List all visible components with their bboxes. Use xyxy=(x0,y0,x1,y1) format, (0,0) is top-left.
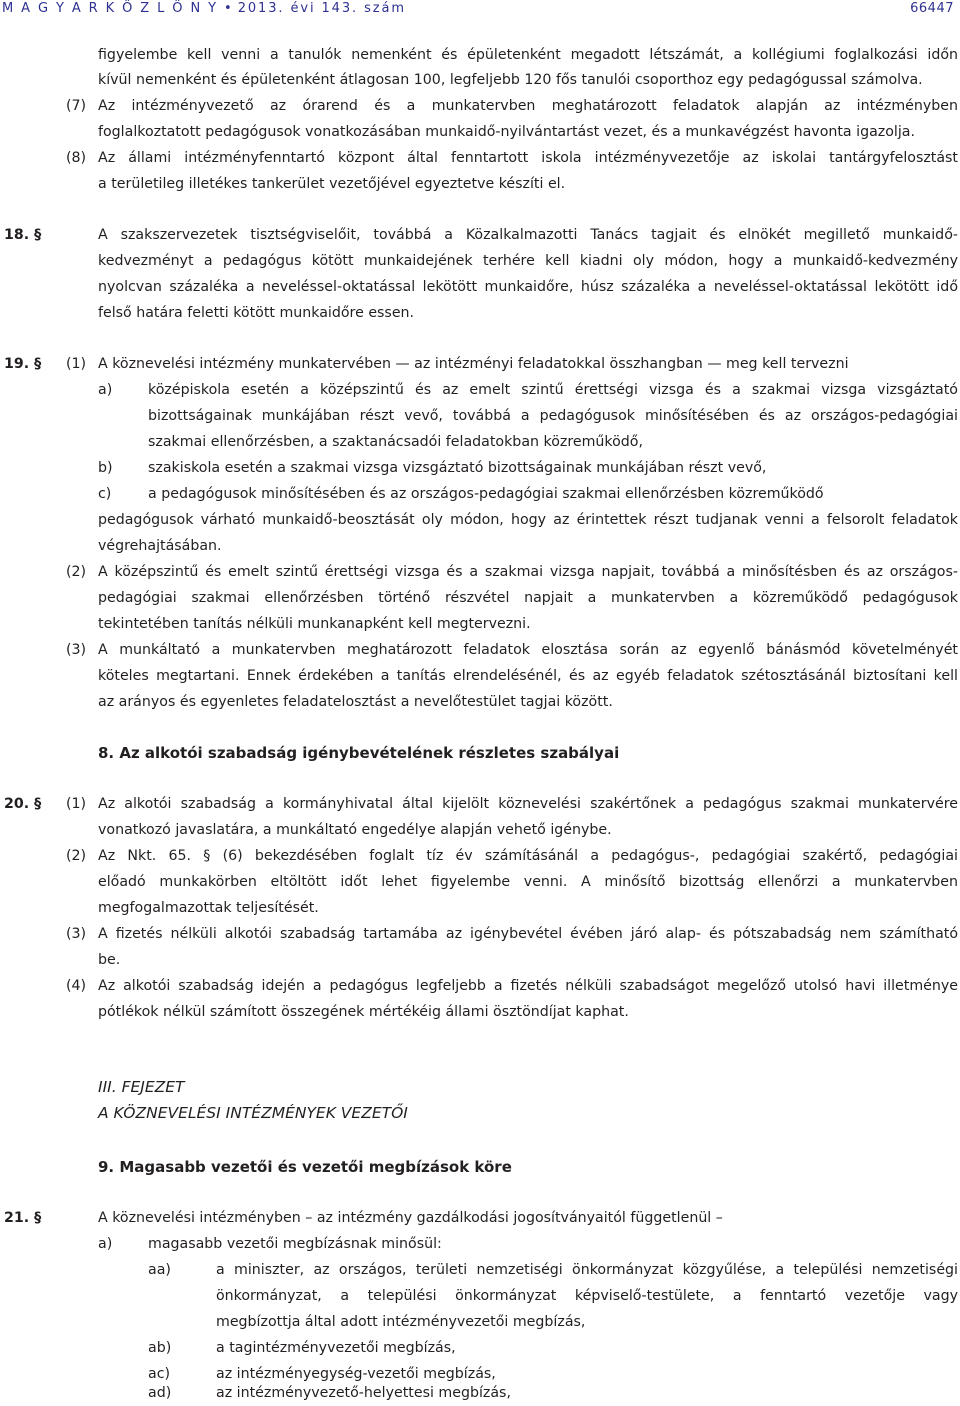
section-20-p2-number: (2) xyxy=(66,848,87,864)
section-21-intro: A köznevelési intézményben – az intézmény gazdálkodási jogosítványaitól függetlenül – xyxy=(98,1210,723,1226)
section-20-p1-line-1: Az alkotói szabadság a kormányhivatal által kijelölt köznevelési szakértőnek a pedagógus szakmai munkatervére xyxy=(98,796,958,812)
section-19-p1-number: (1) xyxy=(66,356,87,372)
section-20-p4-number: (4) xyxy=(66,978,87,994)
heading-section-8: 8. Az alkotói szabadság igénybevételének részletes szabályai xyxy=(98,744,620,762)
intro-line-2: kívül nemenként és épületenként átlagosan 100, legfeljebb 120 fős tanulói csoporthoz egy pedagógussal számolva. xyxy=(98,72,923,88)
section-21-item-ad-text: az intézményvezető-helyettesi megbízás, xyxy=(216,1385,511,1401)
section-19-p3-line-2: köteles megtartani. Ennek érdekében a tanítás elrendelésénél, és az egyéb feladatok szétosztásánál biztosítani kell xyxy=(98,668,958,684)
section-20-p3-line-1: A fizetés nélküli alkotói szabadság tartamába az igénybevétel évében járó alap- és pótszabadság nem számítható xyxy=(98,926,958,942)
section-19-item-a-label: a) xyxy=(98,382,113,398)
section-20-p1-line-2: vonatkozó javaslatára, a munkáltató engedélye alapján vehető igénybe. xyxy=(98,822,612,838)
section-21-item-a-text: magasabb vezetői megbízásnak minősül: xyxy=(148,1236,442,1252)
section-19-p1-intro: A köznevelési intézmény munkatervében — az intézményi feladatokkal összhangban — meg kell tervezni xyxy=(98,356,849,372)
section-19-item-b-line-1: szakiskola esetén a szakmai vizsga vizsgáztató bizottságainak munkájában részt vevő, xyxy=(148,460,767,476)
section-19-p3-line-3: az arányos és egyenletes feladatelosztást a nevelőtestület tagjai között. xyxy=(98,694,613,710)
section-18-number: 18. § xyxy=(4,227,42,243)
section-20-p2-line-2: előadó munkakörben eltöltött időt lehet figyelembe venni. A minősítő bizottság ellenőrzi a munkatervben xyxy=(98,874,958,890)
section-20-number: 20. § xyxy=(4,796,42,812)
section-18-line-1: A szakszervezetek tisztségviselőit, továbbá a Közalkalmazotti Tanács tagjait és elnökét megillető munkaidő- xyxy=(98,227,958,243)
section-21-item-ad-label: ad) xyxy=(148,1385,172,1401)
paragraph-8-number: (8) xyxy=(66,150,87,166)
section-21-item-a-label: a) xyxy=(98,1236,113,1252)
section-19-item-a-line-1: középiskola esetén a középszintű és az emelt szintű érettségi vizsga és a szakmai vizsga vizsgáztató xyxy=(148,382,958,398)
heading-section-9: 9. Magasabb vezetői és vezetői megbízások köre xyxy=(98,1158,512,1176)
section-19-item-c-label: c) xyxy=(98,486,112,502)
section-20-p2-line-3: megfogalmazottak teljesítését. xyxy=(98,900,319,916)
section-19-p2-line-3: tekintetében tanítás nélküli munkanapként kell megtervezni. xyxy=(98,616,531,632)
section-19-p2-line-1: A középszintű és emelt szintű érettségi vizsga és a szakmai vizsga napjait, továbbá a minősítésben és az országos- xyxy=(98,564,958,580)
section-20-p4-line-2: pótlékok nélkül számított összegének mértékéig állami ösztöndíjat kaphat. xyxy=(98,1004,629,1020)
section-21-item-aa-line-3: megbízottja által adott intézményvezetői megbízás, xyxy=(216,1314,586,1330)
section-19-item-b-label: b) xyxy=(98,460,113,476)
section-19-p3-line-1: A munkáltató a munkatervben meghatározott feladatok elosztása során az egyenlő bánásmód követelményét xyxy=(98,642,958,658)
journal-name: M A G Y A R K Ö Z L Ö N Y xyxy=(2,1,218,16)
section-20-p1-number: (1) xyxy=(66,796,87,812)
section-19-item-c-line-1: a pedagógusok minősítésében és az országos-pedagógiai szakmai ellenőrzésben közreműködő xyxy=(148,486,824,502)
section-19-p1-tail-line-1: pedagógusok várható munkaidő-beosztását oly módon, hogy az érintettek részt tudjanak venni a felsorolt feladatok xyxy=(98,512,958,528)
section-21-item-ac-text: az intézményegység-vezetői megbízás, xyxy=(216,1366,496,1382)
page-number: 66447 xyxy=(910,1,954,16)
section-21-item-aa-label: aa) xyxy=(148,1262,171,1278)
running-title xyxy=(2,0,406,18)
chapter-number: III. FEJEZET xyxy=(98,1078,185,1096)
paragraph-7-line-1: Az intézményvezető az órarend és a munkatervben meghatározott feladatok alapján az intézményben xyxy=(98,98,958,114)
section-21-item-ab-text: a tagintézményvezetői megbízás, xyxy=(216,1340,456,1356)
issue-number: 2013. évi 143. szám xyxy=(237,1,406,16)
section-19-p3-number: (3) xyxy=(66,642,87,658)
section-19-item-a-line-2: bizottságainak munkájában részt vevő, továbbá a pedagógusok minősítésében és az országos-pedagógiai xyxy=(148,408,958,424)
section-20-p2-line-1: Az Nkt. 65. § (6) bekezdésében foglalt tíz év számításánál a pedagógus-, pedagógiai szakértő, pedagógiai xyxy=(98,848,958,864)
intro-line-1: figyelembe kell venni a tanulók nemenként és épületenként megadott létszámát, a kollégiumi foglalkozási időn xyxy=(98,47,958,63)
paragraph-7-line-2: foglalkoztatott pedagógusok vonatkozásában munkaidő-nyilvántartást vezet, és a munkavégzést havonta igazolja. xyxy=(98,124,915,140)
section-19-p2-number: (2) xyxy=(66,564,87,580)
paragraph-8-line-2: a területileg illetékes tankerület vezetőjével egyeztetve készíti el. xyxy=(98,176,566,192)
section-18-line-4: felső határa feletti kötött munkaidőre essen. xyxy=(98,305,415,321)
paragraph-8-line-1: Az állami intézményfenntartó központ által fenntartott iskola intézményvezetője az iskolai tantárgyfelosztást xyxy=(98,150,958,166)
section-21-item-ac-label: ac) xyxy=(148,1366,171,1382)
section-19-number: 19. § xyxy=(4,356,42,372)
section-18-line-2: kedvezményt a pedagógus kötött munkaidejének terhére kell kiadni oly módon, hogy a munkaidő-kedvezmény xyxy=(98,253,958,269)
section-21-item-ab-label: ab) xyxy=(148,1340,172,1356)
chapter-title: A KÖZNEVELÉSI INTÉZMÉNYEK VEZETŐI xyxy=(98,1104,408,1122)
section-19-p2-line-2: pedagógiai szakmai ellenőrzésben történő részvétel napjait a munkatervben a közreműködő pedagógusok xyxy=(98,590,958,606)
section-20-p3-line-2: be. xyxy=(98,952,121,968)
bullet-separator: • xyxy=(224,1,232,16)
section-19-p1-tail-line-2: végrehajtásában. xyxy=(98,538,222,554)
section-18-line-3: nyolcvan százaléka a neveléssel-oktatással lekötött munkaidőre, húsz százaléka a neveléssel-oktatással lekötött idő xyxy=(98,279,958,295)
section-20-p4-line-1: Az alkotói szabadság idején a pedagógus legfeljebb a fizetés nélküli szabadságot megelőző utolsó havi illetménye xyxy=(98,978,958,994)
section-19-item-a-line-3: szakmai ellenőrzésben, a szaktanácsadói feladatokban közreműködő, xyxy=(148,434,643,450)
section-21-item-aa-line-2: önkormányzat, a települési önkormányzat képviselő-testülete, a fenntartó vezetője vagy xyxy=(216,1288,958,1304)
section-21-item-aa-line-1: a miniszter, az országos, területi nemzetiségi önkormányzat közgyűlése, a települési nemzetiségi xyxy=(216,1262,958,1278)
paragraph-7-number: (7) xyxy=(66,98,87,114)
section-20-p3-number: (3) xyxy=(66,926,87,942)
section-21-number: 21. § xyxy=(4,1210,42,1226)
page-header xyxy=(0,0,960,22)
